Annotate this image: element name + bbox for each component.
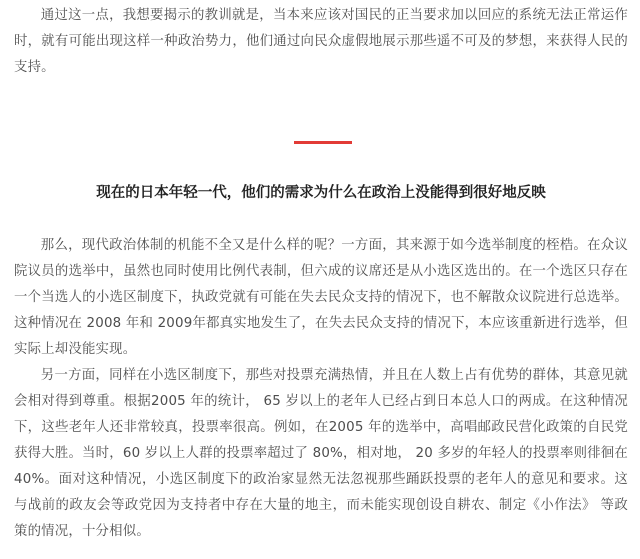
section-heading: 现在的日本年轻一代，他们的需求为什么在政治上没能得到很好地反映 — [96, 185, 546, 201]
section-divider — [294, 141, 352, 144]
body-paragraph-electoral-system: 那么，现代政治体制的机能不全又是什么样的呢？一方面，其来源于如今选举制度的桎梏。在众议院议员的选举中，虽然也同时使用比例代表制，但六成的议席还是从小选区选出的。在一个选区只存在一个当选人的小选区制度下，执政党就有可能在失去民众支持的情况下，也不解散众议院进行总选举。这种情况在 2008 年和 2009年都真实地发生了，在失去民众支持的情况下，本应该重新进行选举，但实际上却没能实现。 — [14, 238, 628, 357]
body-paragraph-elderly-voters: 另一方面，同样在小选区制度下，那些对投票充满热情，并且在人数上占有优势的群体，其意见就会相对得到尊重。根据2005 年的统计， 65 岁以上的老年人已经占到日本总人口的两成。在这种情况下，这些老年人还非常较真，投票率很高。例如，在2005 年的选举中，高唱邮政民营化政策的自民党获得大胜。当时，60 岁以上人群的投票率超过了 80%，相对地， 20 多岁的年轻人的投票率则徘徊在 40%。面对这种情况，小选区制度下的政治家显然无法忽视那些踊跃投票的老年人的意见和要求。这与战前的政友会等政党因为支持者中存在大量的地主，而未能实现创设自耕农、制定《小作法》 等政策的情况，十分相似。 — [14, 368, 628, 539]
intro-paragraph: 通过这一点，我想要揭示的教训就是，当本来应该对国民的正当要求加以回应的系统无法正常运作时，就有可能出现这样一种政治势力，他们通过向民众虚假地展示那些遥不可及的梦想，来获得人民的支持。 — [14, 8, 628, 75]
